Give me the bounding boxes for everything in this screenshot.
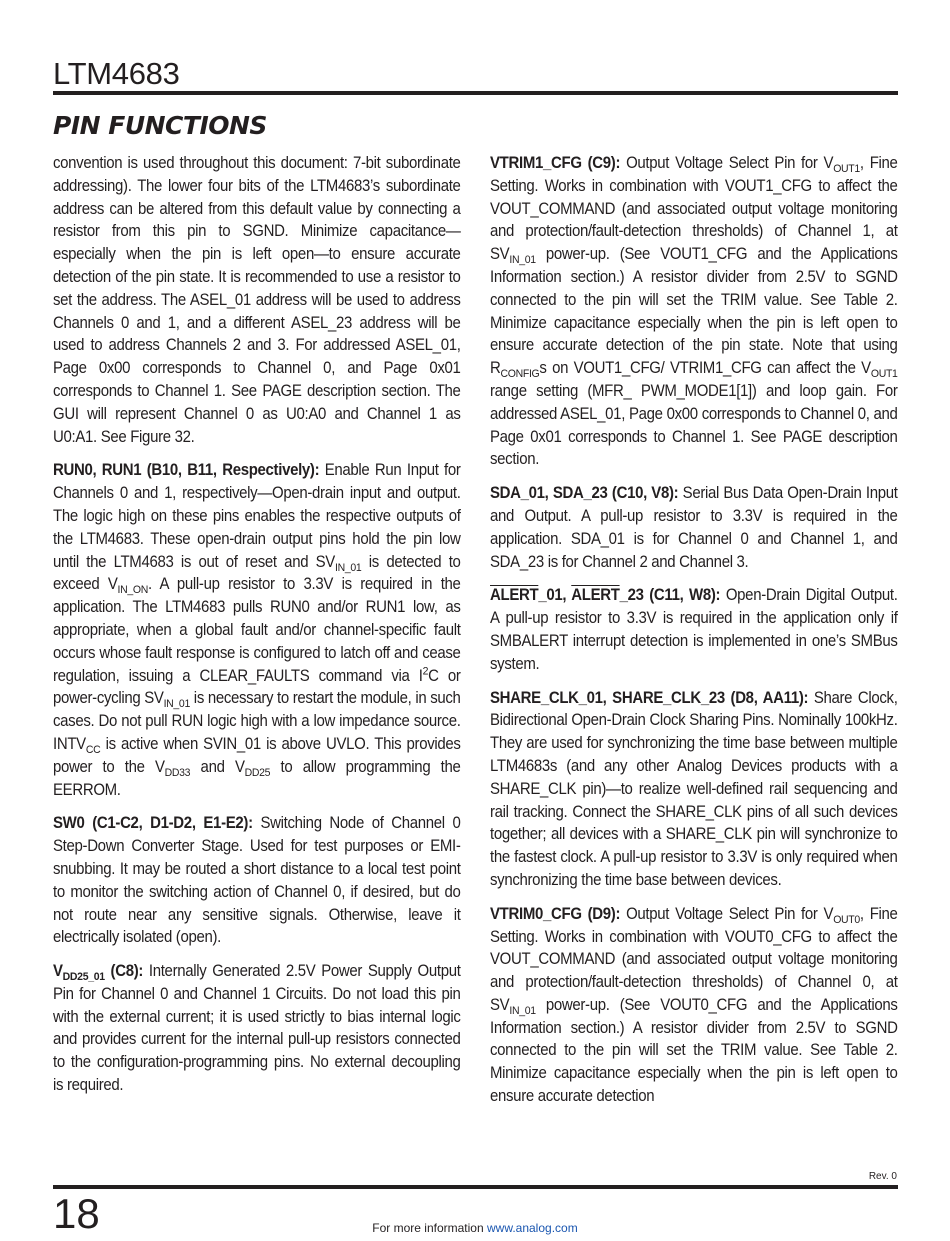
footer-rule bbox=[53, 1185, 898, 1189]
section-title: PIN FUNCTIONS bbox=[53, 111, 267, 140]
run-pin-heading: RUN0, RUN1 (B10, B11, Respectively): bbox=[53, 461, 320, 480]
vdd25-pin-heading: $V_{DD25\_01}$ (C8): bbox=[53, 962, 144, 984]
vdd25-pin-paragraph: $V_{DD25\_01}$ (C8): Internally Generated 2.5V Power Supply Output Pin for Channel 0 and Channel 1 Circuits. Do not load this pin with the external current; it is used strictly to bias internal logic and provides current for the internal pull-up resistors connected to the configuration-programming pins. No external decoupling is required. bbox=[53, 962, 461, 1095]
page-number: 18 bbox=[53, 1190, 100, 1237]
document-title: LTM4683 bbox=[53, 56, 180, 91]
alert-pin-paragraph: ALERT_01, ALERT_23 (C11, W8): Open-Drain Digital Output. A pull-up resistor to 3.3V is required in the application only if SMBALERT interrupt detection is implemented in one’s SMBus system. bbox=[490, 586, 898, 673]
sda-pin-paragraph: SDA_01, SDA_23 (C10, V8): Serial Bus Data Open-Drain Input and Output. A pull-up resistor to 3.3V is required in the application. SDA_01 is for Channel 0 and Channel 1, and SDA_23 is for Channel 2 and Channel 3. bbox=[490, 484, 898, 571]
vtrim0-pin-heading: VTRIM0_CFG (D9): bbox=[490, 904, 621, 923]
revision-label: Rev. 0 bbox=[868, 1171, 897, 1182]
alert-pin-heading: ALERT_01, ALERT_23 (C11, W8): bbox=[490, 586, 721, 605]
website-link[interactable]: www.analog.com bbox=[486, 1221, 578, 1235]
footer-info bbox=[0, 1221, 950, 1235]
address-paragraph: convention is used throughout this document: 7-bit subordinate addressing). The lower four bits of the LTM4683’s subordinate address can be altered from this default value by connecting a resistor from this pin to SGND. Minimize capacitance—especially when the pin is left open—to ensure accurate detection of the pin state. It is recommended to use a resistor to set the address. The ASEL_01 address will be used to address Channels 0 and 1, and a different ASEL_23 address will be used to address Channels 2 and 3. For addressed ASEL_01, Page 0x00 corresponds to Channel 0, and Page 0x01 corresponds to Channel 1. See PAGE description section. The GUI will represent Channel 0 as U0:A0 and Channel 1 as U0:A1. See Figure 32. bbox=[53, 154, 461, 446]
vtrim0-pin-paragraph: VTRIM0_CFG (D9): Output Voltage Select Pin for $V_{OUT0}$, Fine Setting. Works in combination with VOUT0_CFG to affect the VOUT_COMMAND (and associated output voltage monitoring and protection/fault-detection thresholds) of Channel 0, at $SV_{IN\_01}$ power-up. (See VOUT0_CFG and the Applications Information section.) A resistor divider from 2.5V to SGND connected to the pin will set the TRIM value. See Table 2. Minimize capacitance especially when the pin is left open to ensure accurate detection bbox=[490, 904, 898, 1106]
sw0-pin-paragraph: SW0 (C1-C2, D1-D2, E1-E2): Switching Node of Channel 0 Step-Down Converter Stage. Used for test purposes or EMI-snubbing. It may be routed a short distance to a local test point to monitor the switching action of Channel 0, if desired, but do not route near any sensitive signals. Otherwise, leave it electrically isolated (open). bbox=[53, 814, 461, 947]
right-column bbox=[490, 152, 898, 1119]
footer-info-text: For more information bbox=[372, 1221, 487, 1235]
share-clk-pin-heading: SHARE_CLK_01, SHARE_CLK_23 (D8, AA11): bbox=[490, 688, 809, 707]
run-pin-paragraph: RUN0, RUN1 (B10, B11, Respectively): Enable Run Input for Channels 0 and 1, respectively—Open-drain input and output. The logic high on these pins enables the respective outputs of the LTM4683. These open-drain output pins hold the pin low until the LTM4683 is out of reset and $SV_{IN\_01}$ is detected to exceed $V_{IN\_ON}$. A pull-up resistor to 3.3V is required in the application. The LTM4683 pulls RUN0 and/or RUN1 low, as appropriate, when a global fault and/or channel-specific fault occurs whose fault response is configured to latch off and cease regulation, issuing a CLEAR_FAULTS command via $I^2C$ or power-cycling $SV_{IN\_01}$ is necessary to restart the module, in such cases. Do not pull RUN logic high with a low impedance source. $INTV_{CC}$ is active when SVIN_01 is above UVLO. This provides power to the $V_{DD33}$ and $V_{DD25}$ to allow programming the EERROM. bbox=[53, 461, 461, 799]
vtrim1-pin-paragraph: VTRIM1_CFG (C9): Output Voltage Select Pin for $V_{OUT1}$, Fine Setting. Works in combination with VOUT1_CFG to affect the VOUT_COMMAND (and associated output voltage monitoring and protection/fault-detection thresholds) of Channel 1, at $SV_{IN\_01}$ power-up. (See VOUT1_CFG and the Applications Information section.) A resistor divider from 2.5V to SGND connected to the pin will set the TRIM value. See Table 2. Minimize capacitance especially when the pin is left open to ensure accurate detection of the pin state. Note that using $R_{CONFIG}s$ on VOUT1_CFG/ VTRIM1_CFG can affect the $V_{OUT1}$ range setting (MFR_ PWM_MODE1[1]) and loop gain. For addressed ASEL_01, Page 0x00 corresponds to Channel 0, and Page 0x01 corresponds to Channel 1. See PAGE description section. bbox=[490, 154, 898, 469]
vtrim1-pin-heading: VTRIM1_CFG (C9): bbox=[490, 154, 621, 172]
sw0-pin-heading: SW0 (C1-C2, D1-D2, E1-E2): bbox=[53, 814, 253, 833]
left-column bbox=[53, 152, 461, 1108]
share-clk-pin-paragraph: SHARE_CLK_01, SHARE_CLK_23 (D8, AA11): Share Clock, Bidirectional Open-Drain Clock Sharing Pins. Nominally 100kHz. They are used for synchronizing the time base between multiple LTM4683s (and any other Analog Devices products with a SHARE_CLK pin)—to realize well-defined rail sequencing and rail tracking. Connect the SHARE_CLK pins of all such devices together; all devices with a SHARE_CLK pin will synchronize to the fastest clock. A pull-up resistor to 3.3V is only required when synchronizing the time base between devices. bbox=[490, 688, 898, 889]
header-rule bbox=[53, 91, 898, 95]
sda-pin-heading: SDA_01, SDA_23 (C10, V8): bbox=[490, 484, 679, 503]
